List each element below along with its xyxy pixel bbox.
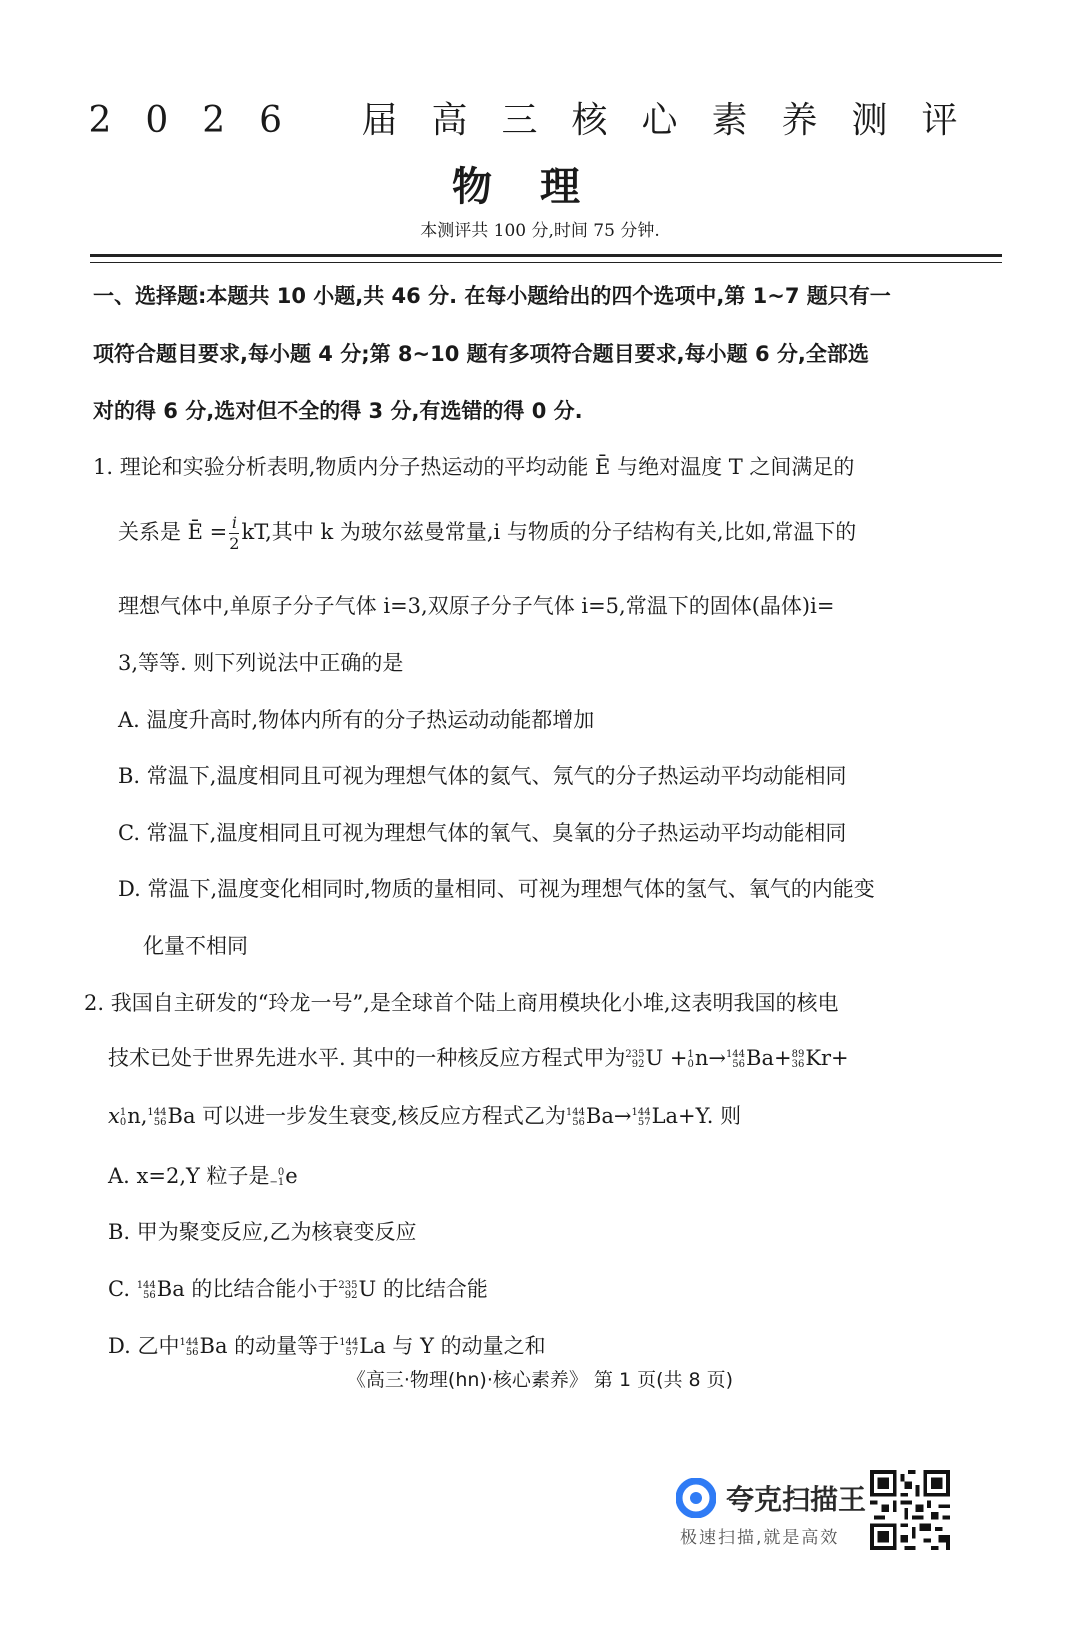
kr89-isotope: 89 36 (791, 1048, 805, 1070)
la144-isotope: 144 57 (631, 1106, 651, 1128)
ba144-isotope-2: 144 56 (147, 1106, 167, 1128)
section-instructions-line3: 对的得 6 分,选对但不全的得 3 分,有选错的得 0 分. (93, 399, 583, 423)
ba144-isotope-3: 144 56 (565, 1106, 585, 1128)
scanner-logo-icon (676, 1478, 716, 1518)
header-rule-thin (90, 262, 1002, 263)
q1-fraction-denominator: 2 (229, 534, 240, 553)
q2-option-c-label: C. (108, 1277, 130, 1301)
header-rule-thick (90, 254, 1002, 257)
q1-fraction-numerator: i (229, 513, 239, 534)
q2-option-c-end: U 的比结合能 (358, 1277, 488, 1301)
subject-title: 物理 (452, 164, 628, 210)
q2-option-a: A. x=2,Y 粒子是 0 −1 e (108, 1164, 298, 1188)
q2-option-b: B. 甲为聚变反应,乙为核衰变反应 (108, 1220, 417, 1244)
q2-stem-line3-text: Ba 可以进一步发生衰变,核反应方程式乙为 (167, 1104, 566, 1128)
q2-stem-line1: 2. 我国自主研发的“玲龙一号”,是全球首个陆上商用模块化小堆,这表明我国的核电 (84, 991, 839, 1015)
q2-stem-line3-end: . 则 (706, 1104, 742, 1128)
section-instructions-line1: 一、选择题:本题共 10 小题,共 46 分. 在每小题给出的四个选项中,第 1~7 题只有一 (93, 284, 891, 308)
page-footer: 《高三·物理(hn)·核心素养》 第 1 页(共 8 页) (346, 1369, 734, 1391)
u235-isotope: 235 92 (625, 1048, 645, 1070)
watermark-slogan: 极速扫描,就是高效 (680, 1528, 840, 1548)
electron-isotope: 0 −1 (269, 1166, 285, 1188)
q1-stem-line4: 3,等等. 则下列说法中正确的是 (118, 651, 404, 675)
q1-stem-line1: 1. 理论和实验分析表明,物质内分子热运动的平均动能 Ē 与绝对温度 T 之间满足的 (93, 455, 855, 479)
watermark-app-name: 夸克扫描王 (726, 1483, 867, 1516)
q1-stem-line3: 理想气体中,单原子分子气体 i=3,双原子分子气体 i=5,常温下的固体(晶体)i= (118, 594, 835, 618)
q2-option-c (108, 1273, 488, 1303)
q1-relation-prefix: 关系是 Ē = (118, 520, 228, 544)
q1-option-d-line2: 化量不相同 (143, 934, 248, 958)
q2-option-c-mid: Ba 的比结合能小于 (156, 1277, 339, 1301)
ba144-isotope-4: 144 56 (136, 1279, 156, 1301)
section-instructions-line2: 项符合题目要求,每小题 4 分;第 8~10 题有多项符合题目要求,每小题 6 分,全部选 (93, 342, 869, 366)
qr-code-icon (870, 1470, 950, 1550)
q1-relation-suffix: kT,其中 k 为玻尔兹曼常量,i 与物质的分子结构有关,比如,常温下的 (241, 520, 857, 544)
q2-option-d-label: D. 乙中 (108, 1334, 180, 1358)
ba144-isotope: 144 56 (725, 1048, 746, 1070)
ba144-isotope-5: 144 56 (179, 1336, 199, 1358)
q1-option-c: C. 常温下,温度相同且可视为理想气体的氧气、臭氧的分子热运动平均动能相同 (118, 821, 847, 845)
exam-title: 2026 届高三核心素养测评 (88, 100, 992, 141)
exam-notice: 本测评共 100 分,时间 75 分钟. (420, 221, 660, 241)
q1-option-a: A. 温度升高时,物体内所有的分子热运动动能都增加 (118, 708, 595, 732)
la144-isotope-2: 144 57 (339, 1336, 359, 1358)
q2-option-d-end: La 与 Y 的动量之和 (359, 1334, 546, 1358)
q1-option-b: B. 常温下,温度相同且可视为理想气体的氦气、氖气的分子热运动平均动能相同 (118, 764, 847, 788)
neutron-isotope: 1 0 (687, 1048, 694, 1070)
q1-stem-line2 (118, 513, 856, 554)
q1-option-d-line1: D. 常温下,温度变化相同时,物质的量相同、可视为理想气体的氢气、氧气的内能变 (118, 877, 875, 901)
q2-option-d (108, 1330, 546, 1360)
q1-fraction (229, 513, 239, 554)
q2-stem-line3: x 1 0 n, 144 56 Ba 可以进一步发生衰变,核反应方程式乙为 144 56 Ba→ 144 57 La+Y. 则 (108, 1104, 742, 1128)
q2-stem-line2: 技术已处于世界先进水平. 其中的一种核反应方程式甲为 235 92 U + 1 0 n→ 144 56 Ba+ 89 36 Kr+ (108, 1046, 849, 1070)
q2-option-a-text: A. x=2,Y 粒子是 (108, 1164, 270, 1188)
u235-isotope-2: 235 92 (338, 1279, 358, 1301)
neutron-isotope-2: 1 0 (119, 1106, 127, 1128)
q2-stem-line2-text: 技术已处于世界先进水平. 其中的一种核反应方程式甲为 (108, 1046, 626, 1070)
q2-option-d-mid: Ba 的动量等于 (199, 1334, 340, 1358)
